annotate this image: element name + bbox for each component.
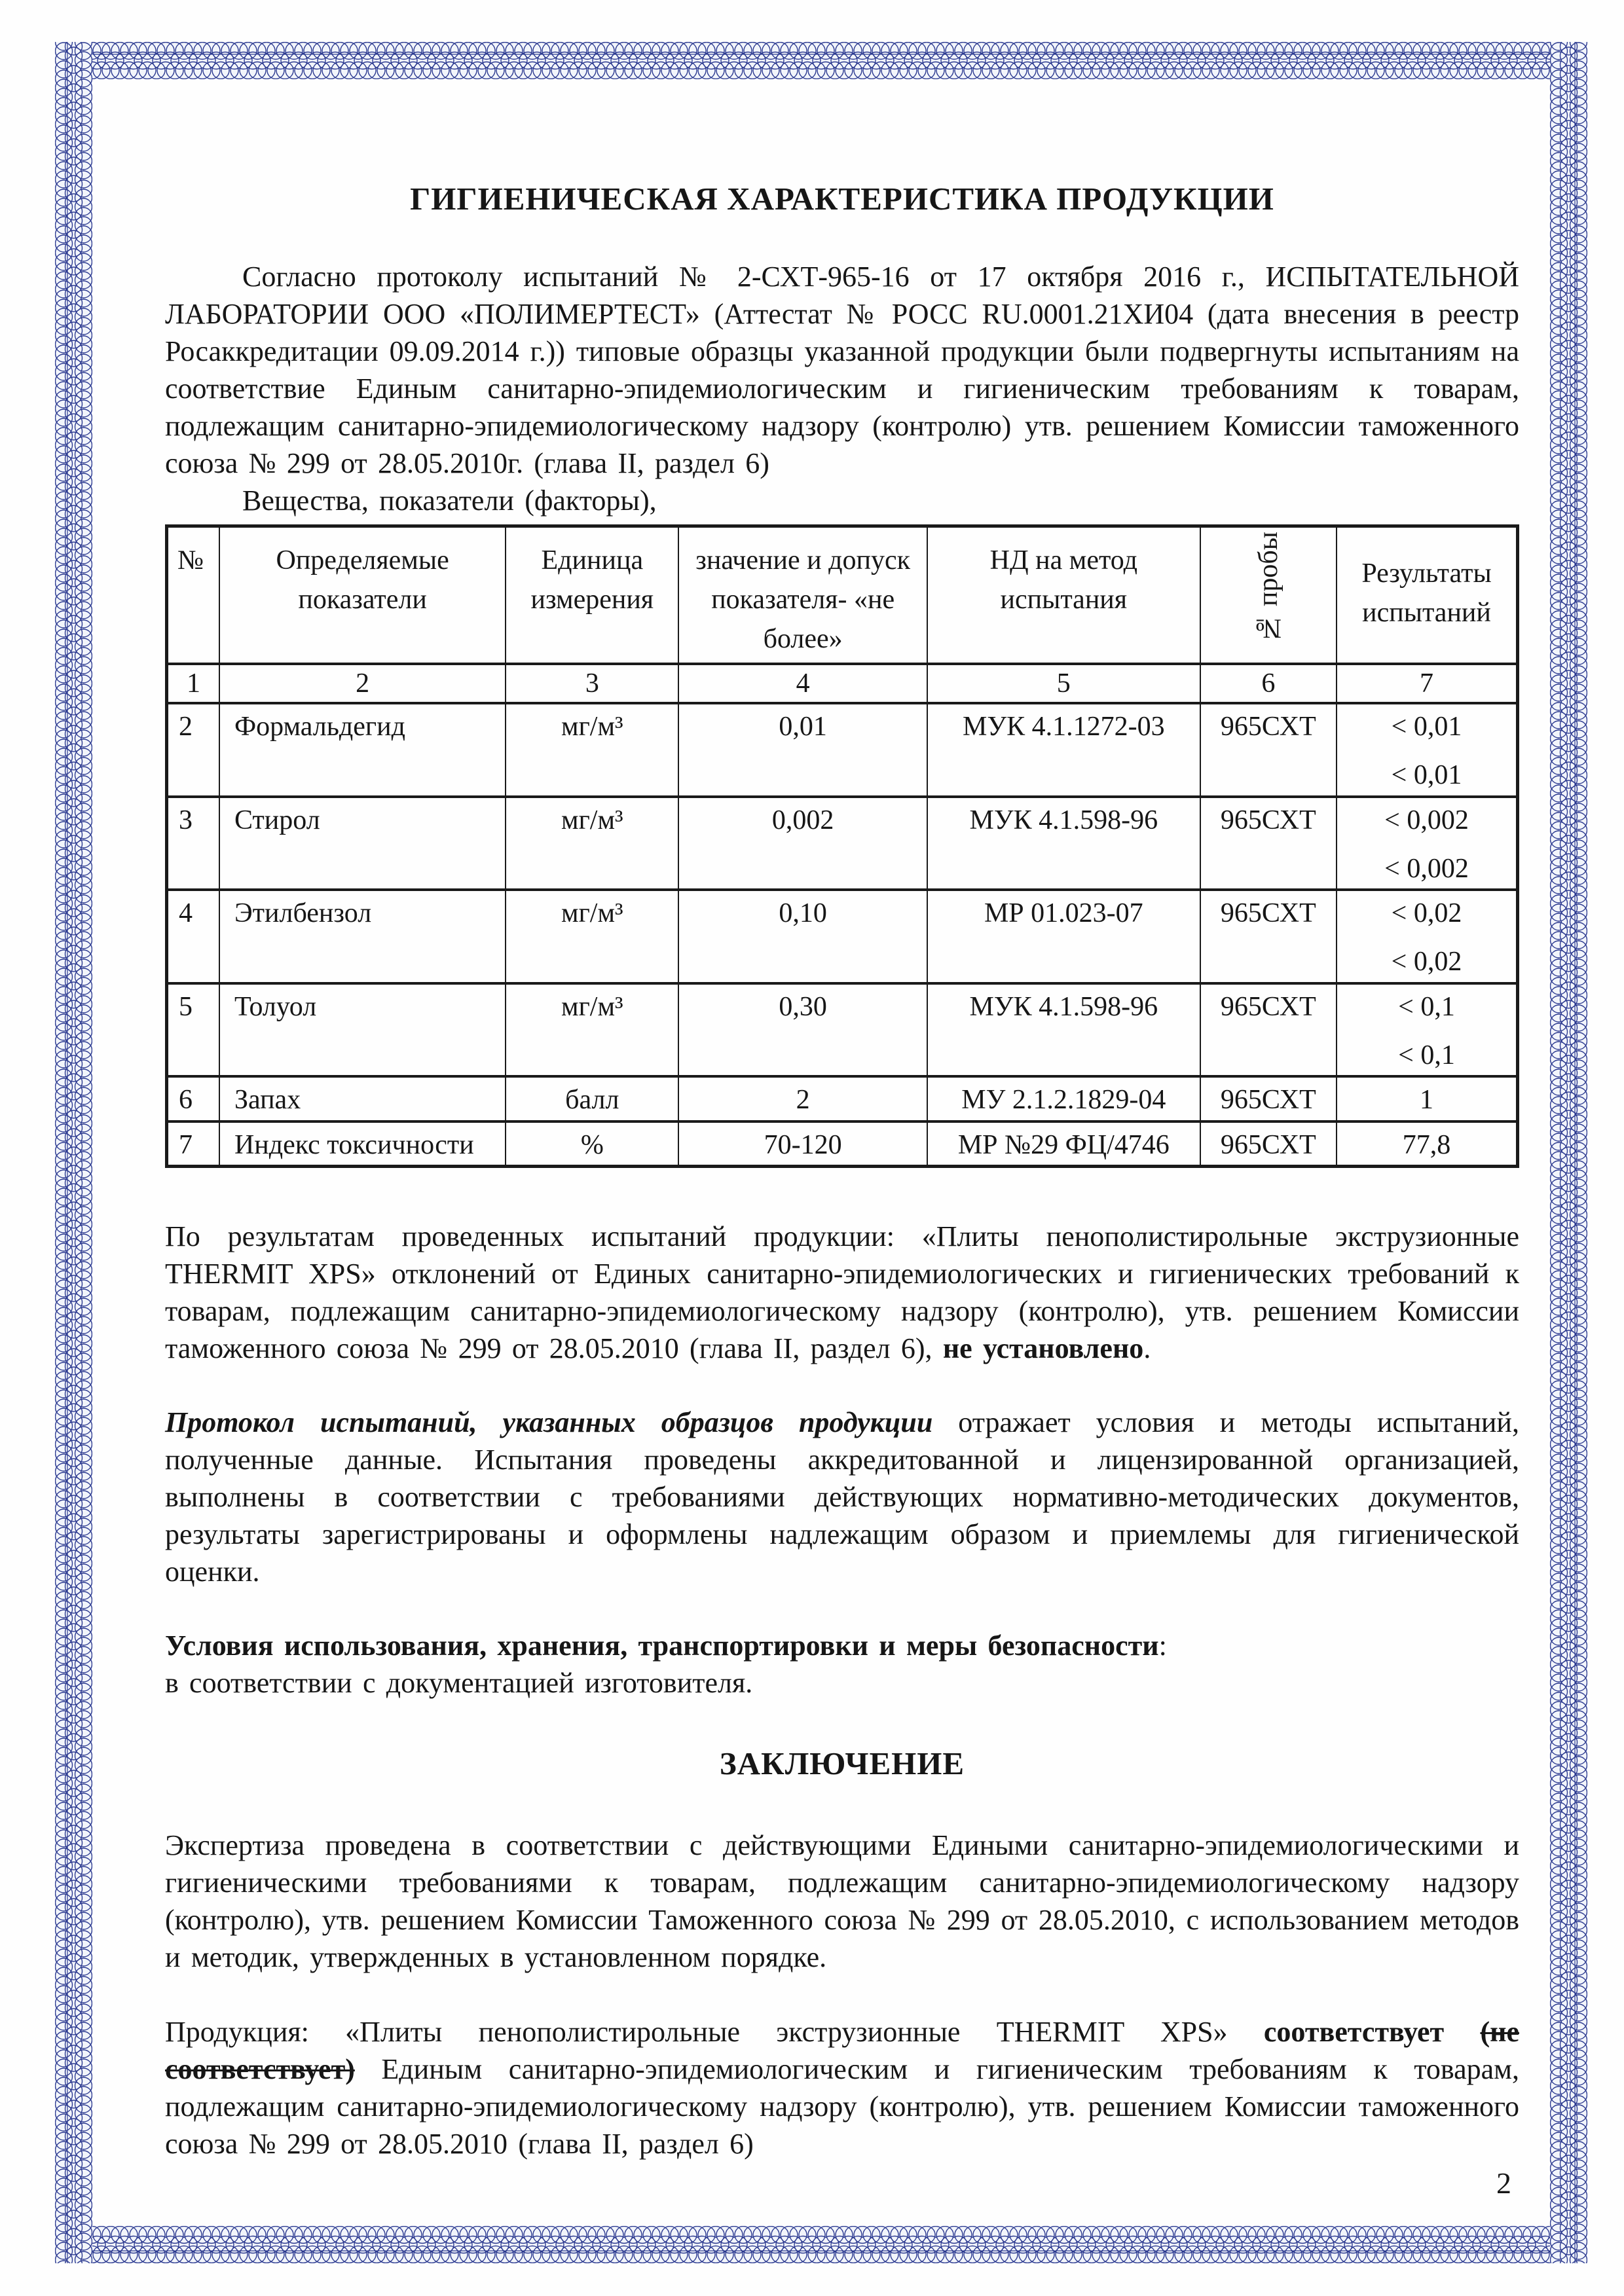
text-segment: . — [1143, 1332, 1151, 1364]
column-number: 6 — [1200, 664, 1337, 703]
cell-sample: 965СХТ — [1200, 890, 1337, 983]
intro-paragraph — [165, 258, 1519, 482]
text-segment: Условия использования, хранения, транспортировки и меры безопасности — [165, 1629, 1159, 1662]
result-line: < 0,1 — [1398, 1040, 1455, 1071]
cell-unit: % — [506, 1121, 678, 1167]
text-segment: Единым санитарно-эпидемиологическим и гигиеническим требованиям к товарам, подлежащим санитарно-эпидемиологическому надзору (контролю), утв. решением Комиссии таможенного союза № 299 от 28.05.2010 (глава II, раздел 6) — [165, 2052, 1519, 2160]
cell-sample: 965СХТ — [1200, 1121, 1337, 1167]
header-results: Результаты испытаний — [1337, 526, 1517, 665]
cell-method: МУК 4.1.1272-03 — [927, 703, 1200, 797]
result-line: < 0,02 — [1391, 898, 1462, 929]
cell-method: МР 01.023-07 — [927, 890, 1200, 983]
cell-sample: 965СХТ — [1200, 983, 1337, 1077]
header-limit: значение и допуск показателя- «не более» — [678, 526, 927, 665]
column-number: 3 — [506, 664, 678, 703]
page-title: ГИГИЕНИЧЕСКАЯ ХАРАКТЕРИСТИКА ПРОДУКЦИИ — [410, 181, 1274, 217]
result-line: < 0,01 — [1391, 760, 1462, 791]
cell-sample: 965СХТ — [1200, 1076, 1337, 1121]
cell-num: 2 — [167, 703, 219, 797]
cell-indicator: Запах — [219, 1076, 506, 1121]
result-line: < 0,02 — [1391, 947, 1462, 977]
column-number: 1 — [167, 664, 219, 703]
substances-table — [165, 524, 1519, 1168]
cell-unit: мг/м³ — [506, 890, 678, 983]
conclusion-heading: ЗАКЛЮЧЕНИЕ — [719, 1745, 965, 1781]
cell-num: 3 — [167, 797, 219, 890]
page-number: 2 — [1496, 2166, 1511, 2200]
conditions-body — [165, 1664, 1519, 1702]
cell-limit: 2 — [678, 1076, 927, 1121]
expertise-paragraph — [165, 1827, 1519, 1976]
cell-method: МУК 4.1.598-96 — [927, 797, 1200, 890]
results-paragraph — [165, 1218, 1519, 1367]
cell-sample: 965СХТ — [1200, 797, 1337, 890]
substances-caption: Вещества, показатели (факторы), — [242, 484, 657, 517]
header-method: НД на метод испытания — [927, 526, 1200, 665]
header-unit: Единица измерения — [506, 526, 678, 665]
header-sample-label: № пробы — [1253, 532, 1283, 644]
cell-num: 5 — [167, 983, 219, 1077]
cell-num: 7 — [167, 1121, 219, 1167]
result-line: 77,8 — [1402, 1129, 1451, 1160]
column-number: 5 — [927, 664, 1200, 703]
column-number: 4 — [678, 664, 927, 703]
cell-results — [1337, 1076, 1517, 1121]
cell-indicator: Индекс токсичности — [219, 1121, 506, 1167]
table-row — [167, 890, 1518, 983]
text-segment: По результатам проведенных испытаний продукции: «Плиты пенополистирольные экструзионные THERMIT XPS» отклонений от Единых санитарно-эпидемиологических и гигиенических требований к товарам, подлежащим санитарно-эпидемиологическому надзору (контролю), утв. решением Комиссии таможенного союза № 299 от 28.05.2010 (глава II, раздел 6), — [165, 1220, 1519, 1364]
cell-indicator: Стирол — [219, 797, 506, 890]
cell-limit: 70-120 — [678, 1121, 927, 1167]
cell-results — [1337, 983, 1517, 1077]
table-row — [167, 797, 1518, 890]
text-segment: Экспертиза проведена в соответствии с действующими Едиными санитарно-эпидемиологическими и гигиеническими требованиями к товарам, подлежащим санитарно-эпидемиологическому надзору (контролю), утв. решением Комиссии Таможенного союза № 299 от 28.05.2010, с использованием методов и методик, утвержденных в установленном порядке. — [165, 1829, 1519, 1973]
cell-unit: балл — [506, 1076, 678, 1121]
result-line: < 0,002 — [1384, 853, 1469, 884]
cell-limit: 0,01 — [678, 703, 927, 797]
cell-limit: 0,30 — [678, 983, 927, 1077]
result-line: < 0,002 — [1384, 805, 1469, 835]
cell-limit: 0,002 — [678, 797, 927, 890]
column-number: 7 — [1337, 664, 1517, 703]
text-segment: : — [1158, 1629, 1167, 1662]
cell-indicator: Толуол — [219, 983, 506, 1077]
text-segment: Согласно протоколу испытаний № 2-СХТ-965-16 от 17 октября 2016 г., ИСПЫТАТЕЛЬНОЙ ЛАБОРАТОРИИ ООО «ПОЛИМЕРТЕСТ» (Аттестат № РОСС RU.0001.21ХИ04 (дата внесения в реестр Росаккредитации 09.09.2014 г.)) типовые образцы указанной продукции были подвергнуты испытаниям на соответствие Единым санитарно-эпидемиологическим и гигиеническим требованиям к товарам, подлежащим санитарно-эпидемиологическому надзору (контролю) утв. решением Комиссии таможенного союза № 299 от 28.05.2010г. (глава II, раздел 6) — [165, 261, 1519, 479]
column-number: 2 — [219, 664, 506, 703]
text-segment: Продукция: «Плиты пенополистирольные экструзионные THERMIT XPS» — [165, 2015, 1264, 2048]
result-line: 1 — [1420, 1085, 1433, 1116]
cell-unit: мг/м³ — [506, 703, 678, 797]
header-sample — [1200, 526, 1337, 665]
table-body — [167, 703, 1518, 1166]
cell-indicator: Этилбензол — [219, 890, 506, 983]
cell-limit: 0,10 — [678, 890, 927, 983]
table-row — [167, 983, 1518, 1077]
text-segment: (не соответствует) — [165, 2015, 1519, 2085]
result-line: < 0,1 — [1398, 991, 1455, 1022]
text-segment: отражает условия и методы испытаний, полученные данные. Испытания проведены аккредитованной и лицензированной организацией, выполнены в соответствии с требованиями действующих нормативно-методических документов, результаты зарегистрированы и оформлены надлежащим образом и приемлемы для гигиенической оценки. — [165, 1406, 1519, 1588]
header-indicators: Определяемые показатели — [219, 526, 506, 665]
cell-method: МР №29 ФЦ/4746 — [927, 1121, 1200, 1167]
production-paragraph — [165, 2013, 1519, 2162]
protocol-paragraph — [165, 1404, 1519, 1590]
cell-results — [1337, 797, 1517, 890]
decorative-border-top-icon — [92, 42, 1550, 79]
text-segment: не установлено — [942, 1332, 1144, 1364]
text-segment: Протокол испытаний, указанных образцов продукции — [165, 1406, 933, 1438]
decorative-border-right-icon — [1550, 42, 1587, 2263]
cell-num: 4 — [167, 890, 219, 983]
text-segment: соответствует — [1263, 2015, 1481, 2048]
table-row — [167, 1121, 1518, 1167]
document-body — [165, 81, 1519, 2162]
table-row — [167, 1076, 1518, 1121]
table-row — [167, 703, 1518, 797]
cell-results — [1337, 1121, 1517, 1167]
decorative-border-bottom-icon — [92, 2226, 1550, 2263]
cell-unit: мг/м³ — [506, 797, 678, 890]
decorative-border-left-icon — [55, 42, 92, 2263]
cell-indicator: Формальдегид — [219, 703, 506, 797]
cell-results — [1337, 703, 1517, 797]
conditions-heading — [165, 1627, 1519, 1664]
cell-method: МУ 2.1.2.1829-04 — [927, 1076, 1200, 1121]
cell-results — [1337, 890, 1517, 983]
header-number: № — [167, 526, 219, 665]
cell-method: МУК 4.1.598-96 — [927, 983, 1200, 1077]
column-number-row — [167, 664, 1518, 703]
result-line: < 0,01 — [1391, 712, 1462, 742]
cell-sample: 965СХТ — [1200, 703, 1337, 797]
text-segment: в соответствии с документацией изготовителя. — [165, 1666, 753, 1699]
cell-unit: мг/м³ — [506, 983, 678, 1077]
table-header-row — [167, 526, 1518, 665]
cell-num: 6 — [167, 1076, 219, 1121]
